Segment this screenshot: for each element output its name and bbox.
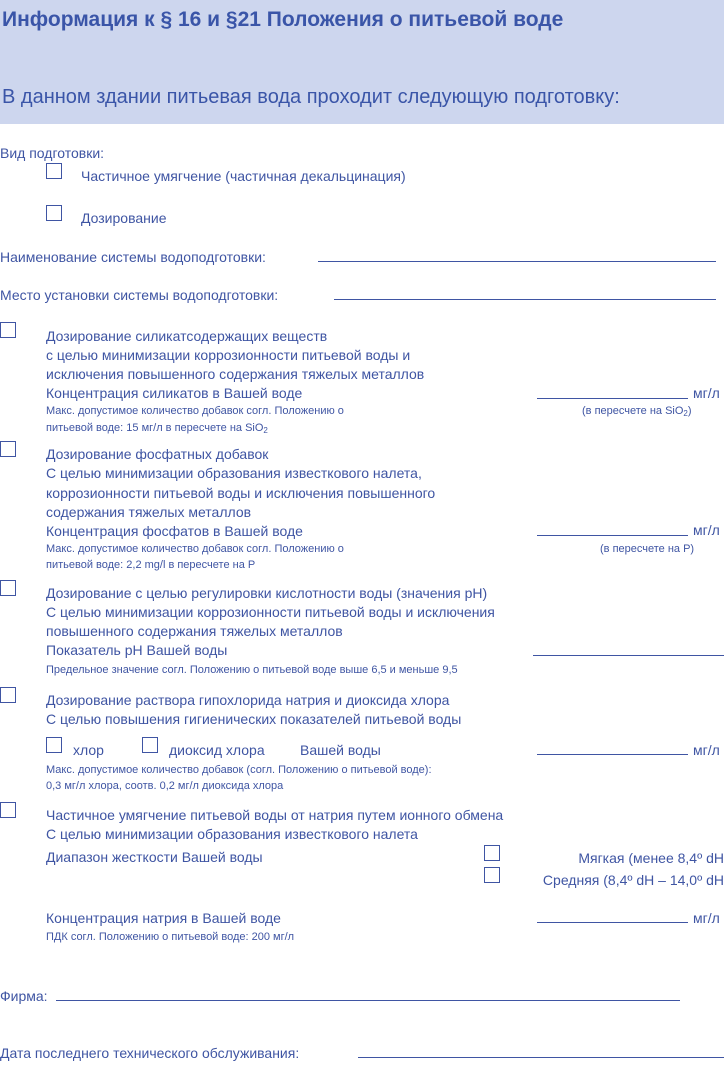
system-name-field[interactable]: [318, 261, 716, 262]
silicate-title: Дозирование силикатсодержащих веществ: [46, 328, 328, 344]
ph-desc-1: С целью минимизации коррозионности питьевой воды и исключения: [46, 604, 495, 620]
company-field[interactable]: [56, 1000, 680, 1001]
ph-value-label: Показатель pH Вашей воды: [46, 642, 228, 658]
medium-hardness-checkbox[interactable]: [484, 867, 500, 883]
treatment-type-label: Вид подготовки:: [0, 145, 105, 161]
maintenance-date-label: Дата последнего технического обслуживания:: [0, 1045, 300, 1061]
maintenance-date-field[interactable]: [358, 1057, 724, 1058]
page-subtitle: В данном здании питьевая вода проходит следующую подготовку:: [2, 86, 620, 108]
soft-hardness-checkbox[interactable]: [484, 845, 500, 861]
phosphate-title: Дозирование фосфатных добавок: [46, 446, 269, 462]
silicate-concentration-field[interactable]: [537, 398, 688, 399]
phosphate-concentration-label: Концентрация фосфатов в Вашей воде: [46, 523, 303, 539]
page-title: Информация к § 16 и §21 Положения о питьевой воде: [2, 8, 564, 31]
system-location-field[interactable]: [334, 299, 716, 300]
partial-softening-label: Частичное умягчение (частичная декальцинация): [81, 168, 406, 184]
ph-checkbox[interactable]: [0, 580, 16, 596]
chlorine-desc: С целью повышения гигиенических показателей питьевой воды: [46, 711, 462, 727]
ph-note: Предельное значение согл. Положению о питьевой воде выше 6,5 и меньше 9,5: [46, 664, 458, 676]
chlorine-value-field[interactable]: [537, 754, 688, 755]
ion-exchange-desc: С целью минимизации образования известкового налета: [46, 826, 418, 842]
chlorine-dioxide-label: диоксид хлора: [169, 742, 265, 758]
chlorine-unit: мг/л: [693, 742, 720, 758]
phosphate-desc-2: коррозионности питьевой воды и исключения повышенного: [46, 485, 436, 501]
silicate-unit: мг/л: [693, 385, 720, 401]
hardness-range-label: Диапазон жесткости Вашей воды: [46, 849, 263, 865]
phosphate-unit: мг/л: [693, 522, 720, 538]
system-location-label: Место установки системы водоподготовки:: [0, 287, 279, 303]
header-banner: [0, 0, 724, 124]
chlorine-your-water-label: Вашей воды: [300, 742, 381, 758]
silicate-note-2: питьевой воде: 15 мг/л в пересчете на SiO$_2$: [46, 422, 268, 435]
dosing-checkbox[interactable]: [46, 205, 62, 221]
chlorine-dioxide-checkbox[interactable]: [142, 737, 158, 753]
chlorine-option-label: хлор: [73, 742, 104, 758]
chlorine-note-1: Макс. допустимое количество добавок (согл. Положению о питьевой воде):: [46, 764, 432, 776]
phosphate-checkbox[interactable]: [0, 441, 16, 457]
ph-value-field[interactable]: [533, 655, 724, 656]
silicate-note-1: Макс. допустимое количество добавок согл. Положению о: [46, 405, 344, 417]
sodium-unit: мг/л: [693, 910, 720, 926]
ph-desc-2: повышенного содержания тяжелых металлов: [46, 623, 343, 639]
chlorine-title: Дозирование раствора гипохлорида натрия и диоксида хлора: [46, 692, 450, 708]
dosing-label: Дозирование: [81, 210, 167, 226]
company-label: Фирма:: [0, 988, 48, 1004]
phosphate-desc-3: содержания тяжелых металлов: [46, 504, 252, 520]
phosphate-note-2: питьевой воде: 2,2 mg/l в пересчете на P: [46, 559, 256, 571]
medium-hardness-label: Средняя (8,4º dH – 14,0º dH: [542, 872, 724, 888]
silicate-recalc-note: (в пересчете на SiO$_2$): [582, 405, 692, 418]
soft-hardness-label: Мягкая (менее 8,4º dH: [578, 850, 724, 866]
silicate-concentration-label: Концентрация силикатов в Вашей воде: [46, 385, 303, 401]
chlorine-dosing-checkbox[interactable]: [0, 687, 16, 703]
phosphate-desc-1: С целью минимизации образования известкового налета,: [46, 465, 422, 481]
silicate-desc-2: исключения повышенного содержания тяжелых металлов: [46, 366, 425, 382]
ion-exchange-checkbox[interactable]: [0, 802, 16, 818]
phosphate-note-1: Макс. допустимое количество добавок согл. Положению о: [46, 543, 344, 555]
partial-softening-checkbox[interactable]: [46, 163, 62, 179]
sodium-concentration-field[interactable]: [537, 922, 688, 923]
chlorine-checkbox[interactable]: [46, 737, 62, 753]
sodium-note: ПДК согл. Положению о питьевой воде: 200 мг/л: [46, 931, 295, 943]
ph-title: Дозирование с целью регулировки кислотности воды (значения pH): [46, 585, 488, 601]
chlorine-note-2: 0,3 мг/л хлора, соотв. 0,2 мг/л диоксида хлора: [46, 780, 284, 792]
system-name-label: Наименование системы водоподготовки:: [0, 249, 266, 265]
ion-exchange-title: Частичное умягчение питьевой воды от натрия путем ионного обмена: [46, 807, 504, 823]
silicate-checkbox[interactable]: [0, 322, 16, 338]
sodium-concentration-label: Концентрация натрия в Вашей воде: [46, 910, 281, 926]
phosphate-recalc-note: (в пересчете на P): [600, 543, 695, 555]
phosphate-concentration-field[interactable]: [537, 535, 688, 536]
silicate-desc-1: с целью минимизации коррозионности питьевой воды и: [46, 347, 411, 363]
